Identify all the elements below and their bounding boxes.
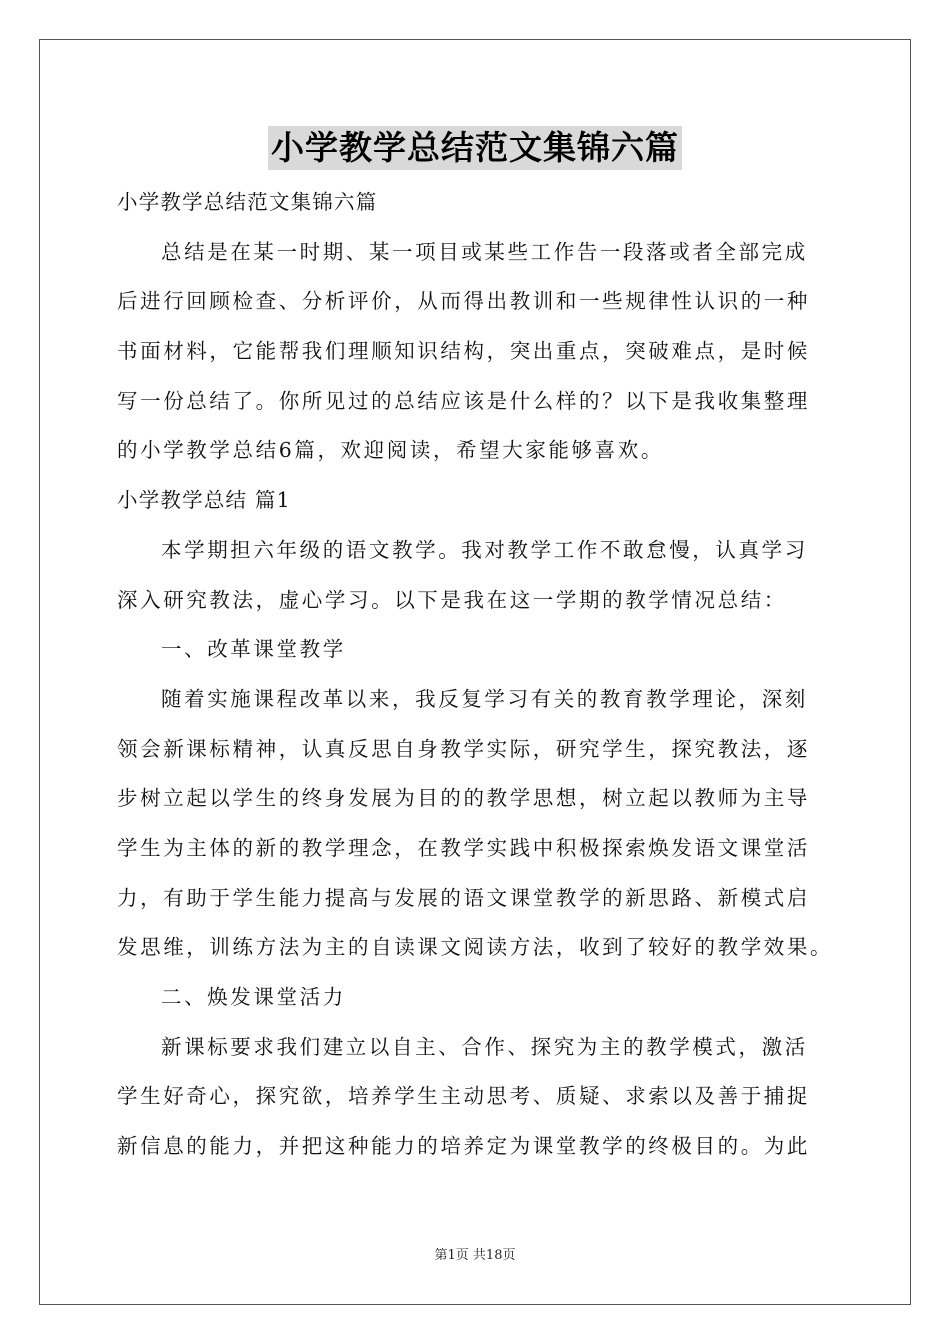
paragraph-line: 发思维，训练方法为主的自读课文阅读方法，收到了较好的教学效果。 — [117, 935, 834, 960]
paragraph-line: 学生好奇心，探究欲，培养学生主动思考、质疑、求索以及善于捕捉 — [117, 1084, 810, 1109]
paragraph-line: 力，有助于学生能力提高与发展的语文课堂教学的新思路、新模式启 — [117, 885, 810, 910]
paragraph-line: 新课标要求我们建立以自主、合作、探究为主的教学模式，激活 — [161, 1034, 808, 1059]
paragraph-line: 总结是在某一时期、某一项目或某些工作告一段落或者全部完成 — [161, 239, 808, 264]
paragraph-line: 领会新课标精神，认真反思自身教学实际，研究学生，探究教法，逐 — [117, 736, 810, 761]
paragraph-line: 步树立起以学生的终身发展为目的的教学思想，树立起以教师为主导 — [117, 786, 810, 811]
paragraph-line: 二、焕发课堂活力 — [161, 985, 346, 1009]
section-heading: 小学教学总结 篇1 — [117, 488, 291, 513]
section-heading: 小学教学总结范文集锦六篇 — [117, 190, 378, 214]
paragraph-line: 的小学教学总结6篇，欢迎阅读，希望大家能够喜欢。 — [117, 438, 664, 463]
paragraph-line: 学生为主体的新的教学理念，在教学实践中积极探索焕发语文课堂活 — [117, 835, 810, 860]
paragraph-line: 后进行回顾检查、分析评价，从而得出教训和一些规律性认识的一种 — [117, 289, 810, 314]
document-title: 小学教学总结范文集锦六篇 — [268, 126, 682, 170]
paragraph-line: 随着实施课程改革以来，我反复学习有关的教育教学理论，深刻 — [161, 686, 808, 711]
paragraph-line: 新信息的能力，并把这种能力的培养定为课堂教学的终极目的。为此 — [117, 1134, 810, 1159]
paragraph-line: 写一份总结了。你所见过的总结应该是什么样的？以下是我收集整理 — [117, 388, 810, 413]
page-footer: 第1页 共18页 — [434, 1248, 516, 1263]
title-container — [0, 126, 950, 170]
document-body — [117, 178, 842, 1172]
paragraph-line: 本学期担六年级的语文教学。我对教学工作不敢怠慢，认真学习 — [161, 537, 808, 562]
paragraph-line: 书面材料，它能帮我们理顺知识结构，突出重点，突破难点，是时候 — [117, 339, 810, 364]
paragraph-line: 深入研究教法，虚心学习。以下是我在这一学期的教学情况总结： — [117, 587, 787, 612]
paragraph-line: 一、改革课堂教学 — [161, 637, 346, 662]
